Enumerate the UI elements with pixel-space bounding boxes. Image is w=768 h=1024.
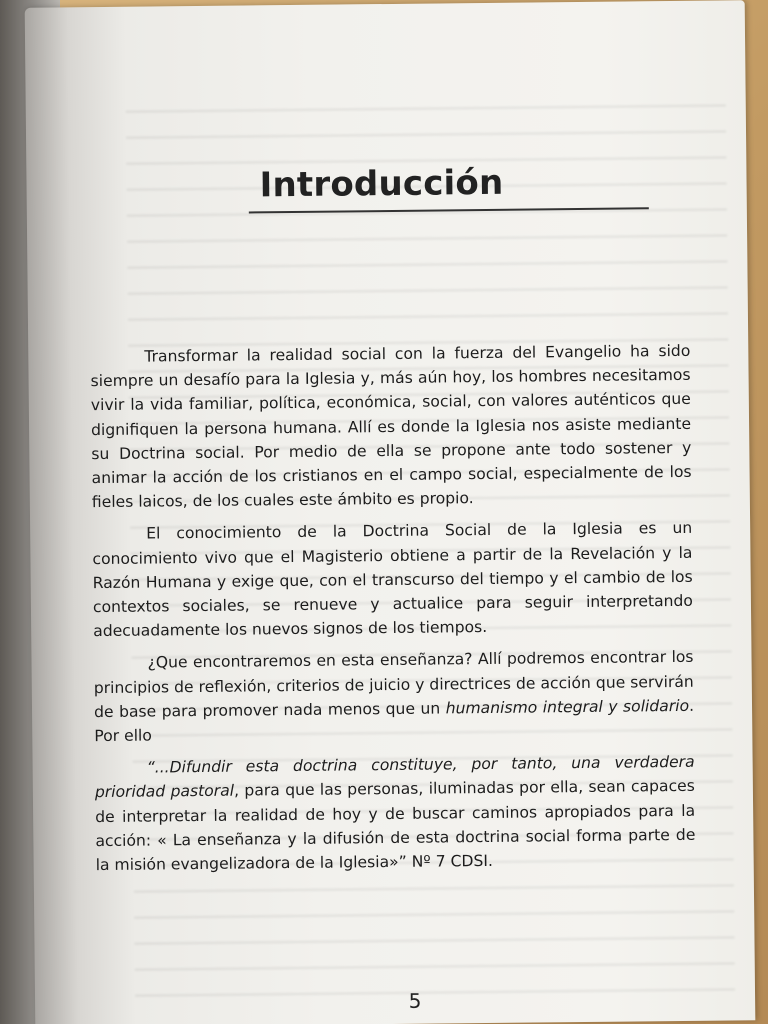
title-underline — [249, 207, 649, 213]
paragraph-3-end: . Por ello — [94, 696, 695, 746]
paragraph-4-quote — [95, 750, 696, 877]
page-content — [88, 161, 695, 886]
book-page — [25, 0, 756, 1024]
paragraph-3 — [93, 645, 694, 748]
body-text — [90, 339, 696, 878]
page-title: Introducción — [259, 162, 504, 206]
quote-rest: , para que las personas, iluminadas por ella, sean capaces de interpretar la realidad de hoy y de buscar caminos apropiados para la acción: « La enseñanza y la difusión de esta doctrina social forma parte de la misión evangelizadora de la Iglesia»” Nº 7 CDSI. — [95, 777, 696, 875]
paragraph-3-start: ¿Que encontraremos en esta enseñanza? Allí podremos encontrar los principios de reflexión, criterios de juicio y directrices de acción que servirán de base para promover nada menos que un — [93, 648, 694, 721]
page-number-value: 5 — [408, 988, 422, 1013]
paragraph-1: Transformar la realidad social con la fuerza del Evangelio ha sido siempre un desafío para la Iglesia y, más aún hoy, los hombres necesitamos vivir la vida familiar, política, económica, social, con valores auténticos que dignifiquen la persona humana. Allí es donde la Iglesia nos asiste mediante su Doctrina social. Por medio de ella se propone ante todo sostener y animar la acción de los cristianos en el campo social, especialmente de los fieles laicos, de los cuales este ámbito es propio. — [90, 341, 692, 512]
paragraph-2: El conocimiento de la Doctrina Social de la Iglesia es un conocimiento vivo que el Magisterio obtiene a partir de la Revelación y la Razón Humana y exige que, con el transcurso del tiempo y el cambio de los contextos sociales, se renueve y actualice para seguir interpretando adecuadamente los nuevos signos de los tiempos. — [92, 519, 694, 641]
quote-emphasis: “...Difundir esta doctrina constituye, por tanto, una verdadera prioridad pastoral — [94, 753, 695, 802]
paragraph-3-emphasis: humanismo integral y solidario — [445, 696, 690, 718]
